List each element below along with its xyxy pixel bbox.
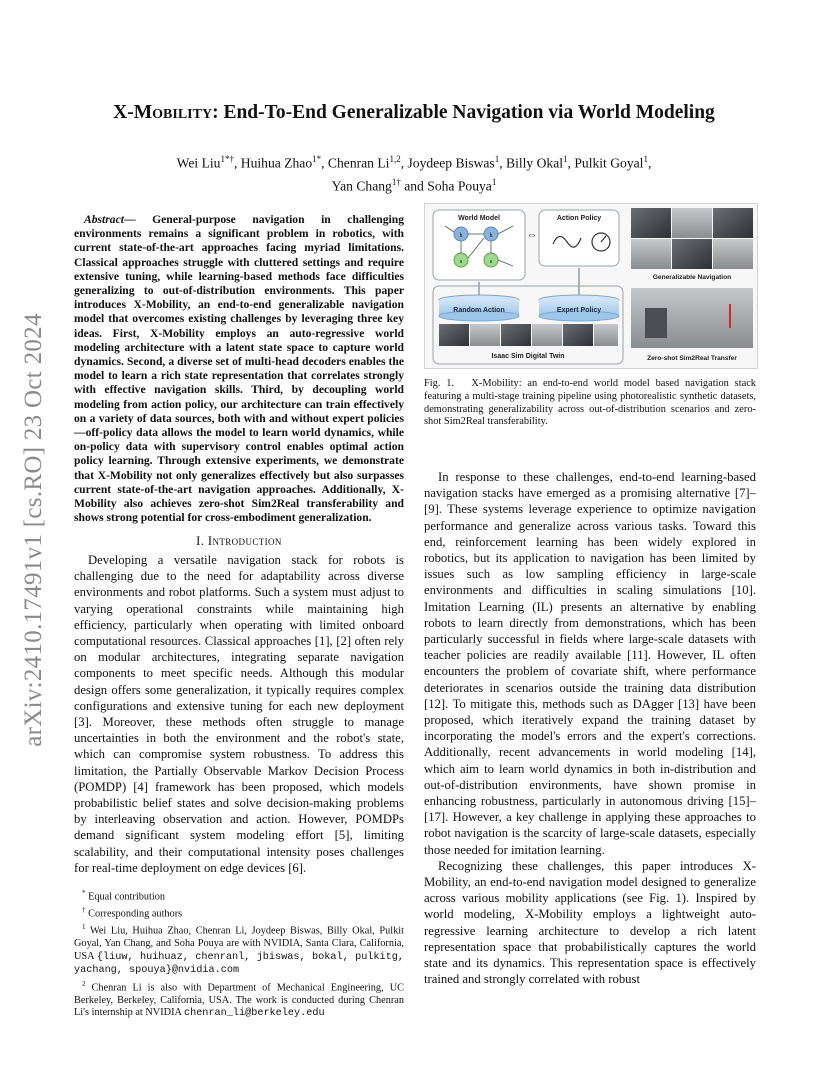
- intro-left-column: [74, 552, 404, 876]
- footnote-2: $^2$ Chenran Li is also with Department of Mechanical Engineering, UC Berkeley, Berkeley, California, USA. The work is conducted during Chenran Li's internship at NVIDIA chenran_li@berkeley.edu: [74, 979, 404, 1020]
- generalizable-label: Generalizable Navigation: [652, 274, 732, 281]
- author-affiliation: 1*†: [220, 154, 234, 164]
- author-affiliation: 1†: [391, 176, 401, 187]
- author-emails: {liuw, huihuaz, chenranl, jbiswas, bokal, pulkitg, yachang, spouya}@nvidia.com: [74, 951, 404, 977]
- sim2real-label: Zero-shot Sim2Real Transfer: [647, 355, 737, 362]
- digital-twin-images: [439, 324, 618, 346]
- arxiv-identifier: arXiv:2410.17491v1 [cs.RO] 23 Oct 2024: [20, 313, 47, 747]
- author-name: Yan Chang: [331, 178, 392, 194]
- paragraph: Developing a versatile navigation stack for robots is challenging due to the need for adaptability across diverse environments and robot platforms. Such a system must adjust to varying operational constraints while maintaining high efficiency, particularly when operating with limited onboard computational resources. Classical approaches [1], [2] often rely on modular architectures, integrating separate navigation components to meet specific needs. Although this modular design offers some generalization, it typically requires complex configurations and extensive tuning for each new deployment [3]. Moreover, these methods often struggle to manage uncertainties in both the environment and the robot's state, which can compromise system robustness. To address this limitation, the Partially Observable Markov Decision Process (POMDP) [4] framework has been proposed, which models probabilistic belief states and solve decision-making problems by interleaving observation and action. However, POMDPs demand significant system modeling effort [5], limiting scalability, and their computational intensity poses challenges for real-time deployment on edge devices [6].: [74, 553, 404, 875]
- author-affiliation: 1: [563, 154, 568, 164]
- intro-right-column: [424, 469, 756, 988]
- author-affiliation: 1: [643, 154, 648, 164]
- author-line-2: Yan Chang$^{1\dagger}$ and Soha Pouya$^1$: [331, 176, 497, 194]
- footnote-1: $^1$ Wei Liu, Huihua Zhao, Chenran Li, Joydeep Biswas, Billy Okal, Pulkit Goyal, Yan Chang, and Soha Pouya are with NVIDIA, Santa Clara, California, USA {liuw, huihuaz, chenranl, jbiswas, bokal, pulkitg, yachang, spouya}@nvidia.com: [74, 923, 405, 977]
- figure-1-diagram: [425, 204, 757, 368]
- abstract-text: General-purpose navigation in challenging environments remains a significant problem in robotics, with current state-of-the-art approaches facing myriad limitations. Classical approaches struggle with cluttered settings and require extensive tuning, while learning-based methods face difficulties generalizing to out-of-distribution environments. This paper introduces X-Mobility, an end-to-end generalizable navigation model that overcomes existing challenges by leveraging three key ideas. First, X-Mobility employs an auto-regressive world modeling architecture with a latent state space to capture world dynamics. Second, a diverse set of multi-head decoders enables the model to learn a rich state representation that correlates strongly with effective navigation skills. Third, by decoupling world modeling from action policy, our architecture can train effectively on a variety of data sources, both with and without expert policies—off-policy data allows the model to learn world dynamics, while on-policy data with supervisory control enables optimal action policy learning. Through extensive experiments, we demonstrate that X-Mobility not only generalizes effectively but also surpasses current state-of-the-art navigation approaches. Additionally, X-Mobility also achieves zero-shot Sim2Real transferability and shows strong potential for cross-embodiment generalization.: [74, 213, 404, 525]
- generalizable-navigation-images: [631, 208, 753, 269]
- digital-twin-label: Isaac Sim Digital Twin: [491, 353, 565, 360]
- chenran-email: chenran_li@berkeley.edu: [183, 1008, 325, 1020]
- action-policy-label: Action Policy: [556, 215, 602, 222]
- author-name: Joydeep Biswas: [407, 155, 495, 171]
- abstract-label: Abstract: [84, 213, 124, 226]
- author-list: [120, 150, 708, 195]
- author-line-1: Wei Liu$^{1*\dagger}$, Huihua Zhao$^{1*}$, Chenran Li$^{1,2}$, Joydeep Biswas$^1$, Billy Okal$^1$, Pulkit Goyal$^1$,: [176, 154, 652, 171]
- author-name: Huihua Zhao: [240, 155, 313, 171]
- footnote-equal: * Equal contribution: [82, 889, 166, 903]
- world-model-label: World Model: [458, 215, 500, 222]
- footnote-corresponding: † Corresponding authors: [82, 906, 183, 920]
- arxiv-stamp: [14, 290, 54, 770]
- author-name: Soha Pouya: [427, 178, 492, 194]
- svg-text:h: h: [489, 233, 493, 239]
- author-name: Wei Liu: [176, 155, 221, 171]
- figure-caption: Fig. 1. X-Mobility: an end-to-end world model based navigation stack featuring a multi-stage training pipeline using photorealistic synthetic datasets, demonstrating generalizability across out-of-distribution scenarios and zero-shot Sim2Real transferability.: [424, 378, 757, 428]
- author-name: Chenran Li: [327, 155, 390, 171]
- expert-policy-label: Expert Policy: [556, 307, 602, 314]
- random-action-label: Random Action: [453, 307, 505, 314]
- author-affiliation: 1*: [312, 154, 322, 164]
- bidirectional-arrow-icon: ⇔: [526, 229, 538, 241]
- paragraph: In response to these challenges, end-to-end learning-based navigation stacks have emerged as a promising alternative [7]–[9]. These systems leverage experience to optimize navigation performance and generalize across various tasks. Toward this end, reinforcement learning has been widely explored in robotics, but its application to navigation has been limited by issues such as low sampling efficiency in large-scale environments and difficulties in scaling simulations [10]. Imitation Learning (IL) presents an alternative by enabling robots to learn directly from demonstrations, which has been particularly successful in fields where large-scale datasets with teacher policies are readily available [11]. However, IL often encounters the problem of covariate shift, where performance deteriorates in scenarios outside the training data distribution [12]. To mitigate this, methods such as DAgger [13] have been proposed, which iteratively expand the training dataset by incorporating the model's errors and the expert's corrections. Additionally, recent advancements in world modeling [14], which aim to learn world dynamics in both in-distribution and out-of-distribution environments, have shown promise in enhancing robustness, particularly in autonomous driving [15]–[17]. However, a key challenge in applying these approaches to robot navigation is the scarcity of large-scale datasets, especially those needed for imitation learning.: [424, 470, 756, 857]
- svg-text:s: s: [459, 259, 463, 265]
- svg-text:s: s: [489, 259, 493, 265]
- author-affiliation: 1,2: [389, 154, 401, 164]
- author-name: Pulkit Goyal: [574, 155, 644, 171]
- paragraph: Recognizing these challenges, this paper introduces X-Mobility, an end-to-end navigation model designed to generalize across various mobility applications (see Fig. 1). Inspired by world modeling, X-Mobility employs a lightweight auto-regressive learning architecture to develop a rich latent representation space that probabilistically captures the world state and its dynamics. This representation space is effectively trained and strongly correlated with robust: [424, 858, 756, 987]
- paper-title: X-Mobility: End-To-End Generalizable Navigation via World Modeling: [113, 102, 715, 123]
- svg-text:h: h: [459, 233, 463, 239]
- author-affiliation: 1: [491, 176, 497, 187]
- figure-1: [424, 203, 758, 369]
- abstract: Abstract— General-purpose navigation in challenging environments remains a significant problem in robotics, with current state-of-the-art approaches facing myriad limitations. Classical approaches struggle with cluttered settings and require extensive tuning, while learning-based methods face difficulties generalizing to out-of-distribution environments. This paper introduces X-Mobility, an end-to-end generalizable navigation model that overcomes existing challenges by leveraging three key ideas. First, X-Mobility employs an auto-regressive world modeling architecture with a latent state space to capture world dynamics. Second, a diverse set of multi-head decoders enables the model to learn a rich state representation that correlates strongly with effective navigation skills. Third, by decoupling world modeling from action policy, our architecture can train effectively on a variety of data sources, both with and without expert policies—off-policy data allows the model to learn world dynamics, while on-policy data with supervisory control enables optimal action policy learning. Through extensive experiments, we demonstrate that X-Mobility not only generalizes effectively but also surpasses current state-of-the-art navigation approaches. Additionally, X-Mobility also achieves zero-shot Sim2Real transferability and shows strong potential for cross-embodiment generalization.: [74, 213, 404, 525]
- section-heading: I. Introduction: [196, 534, 282, 548]
- footnotes: [74, 887, 404, 1021]
- author-affiliation: 1: [494, 154, 500, 164]
- sim2real-images: [631, 288, 753, 348]
- author-name: Billy Okal: [506, 155, 564, 171]
